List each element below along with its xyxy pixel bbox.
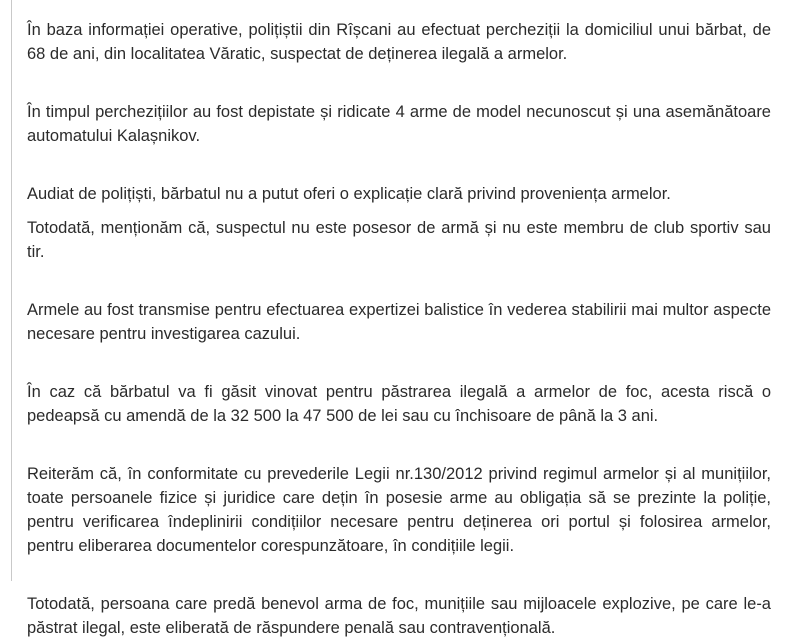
paragraph-voluntary-surrender: Totodată, persoana care predă benevol arma de foc, munițiile sau mijloacele explozive, pe care le-a păstrat ilegal, este eliberată de răspundere penală sau contravențională. <box>27 595 771 637</box>
paragraph-weapons-seized: În timpul perchezițiilor au fost depistate și ridicate 4 arme de model necunoscut și una asemănătoare automatului Kalașnikov. <box>27 103 771 145</box>
paragraph-legal-reminder: Reiterăm că, în conformitate cu prevederile Legii nr.130/2012 privind regimul armelor și al munițiilor, toate persoanele fizice și juridice care dețin în posesie arme au obligația să se prezinte la poliție, pentru verificarea îndeplinirii condițiilor necesare pentru deținerea ori portul și folosirea armelor, pentru eliberarea documentelor corespunzătoare, în condițiile legii. <box>27 465 771 555</box>
paragraph-ballistic-expertise: Armele au fost transmise pentru efectuarea expertizei balistice în vederea stabilirii mai multor aspecte necesare pentru investigarea cazului. <box>27 301 771 343</box>
paragraph-search-operation: În baza informației operative, polițiștii din Rîșcani au efectuat percheziții la domiciliul unui bărbat, de 68 de ani, din localitatea Văratic, suspectat de deținerea ilegală a armelor. <box>27 21 771 63</box>
paragraph-suspect-questioned: Audiat de polițiști, bărbatul nu a putut oferi o explicație clară privind proveniența armelor. <box>27 185 671 203</box>
left-border-line <box>11 0 12 581</box>
article-body <box>27 18 771 640</box>
paragraph-penalty: În caz că bărbatul va fi găsit vinovat pentru păstrarea ilegală a armelor de foc, acesta riscă o pedeapsă cu amendă de la 32 500 la 47 500 de lei sau cu închisoare de până la 3 ani. <box>27 383 771 425</box>
paragraph-no-permit: Totodată, menționăm că, suspectul nu este posesor de armă și nu este membru de club sportiv sau tir. <box>27 219 771 261</box>
